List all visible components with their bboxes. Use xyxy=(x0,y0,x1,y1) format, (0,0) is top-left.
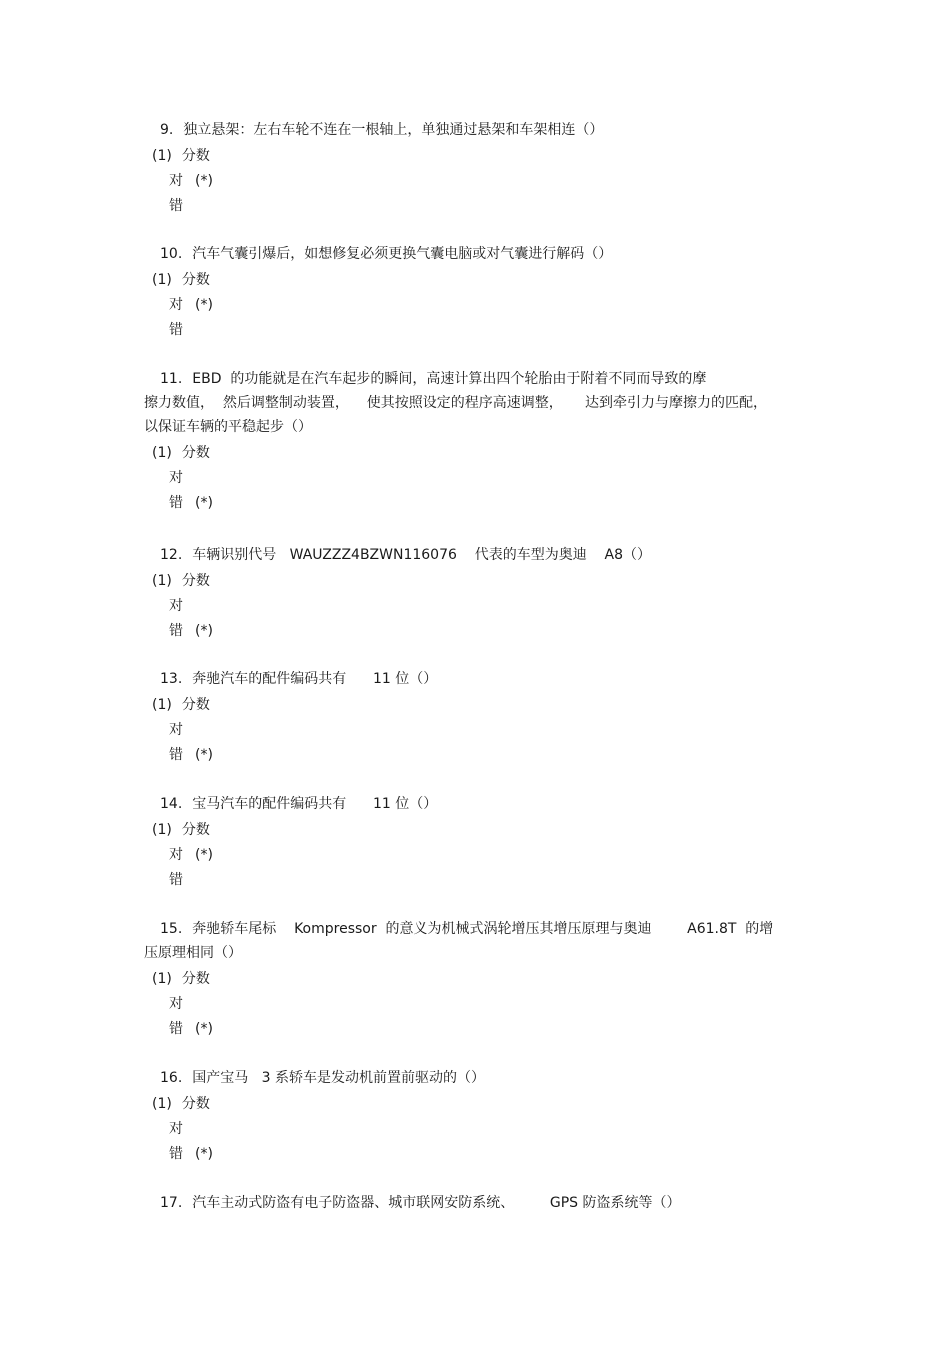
answer-option-label: 对 xyxy=(169,996,183,1012)
answer-option-label: 错 xyxy=(169,747,183,763)
score-line xyxy=(144,967,814,992)
question-number: 9. xyxy=(160,122,174,138)
question-text: EBD 的功能就是在汽车起步的瞬间，高速计算出四个轮胎由于附着不同而导致的摩 xyxy=(192,371,707,387)
answer-option-label: 错 xyxy=(169,1021,183,1037)
score-index: (1) xyxy=(152,445,172,461)
question-item xyxy=(144,1066,814,1167)
question-text: 以保证车辆的平稳起步（） xyxy=(144,419,312,435)
answer-option[interactable] xyxy=(144,318,814,343)
question-text: 车辆识别代号 WAUZZZ4BZWN116076 代表的车型为奥迪 A8（） xyxy=(192,547,651,563)
question-text: 汽车主动式防盗有电子防盗器、城市联网安防系统、 GPS 防盗系统等（） xyxy=(192,1195,681,1211)
question-item xyxy=(144,242,814,343)
score-label: 分数 xyxy=(181,822,210,838)
question-text: 国产宝马 3 系轿车是发动机前置前驱动的（） xyxy=(192,1070,485,1086)
question-number: 10. xyxy=(160,246,183,262)
correct-answer-mark: (*) xyxy=(195,1146,213,1162)
score-line xyxy=(144,569,814,594)
answer-option-label: 错 xyxy=(169,1146,183,1162)
answer-option-label: 对 xyxy=(169,470,183,486)
question-text-line xyxy=(144,391,814,415)
question-item xyxy=(144,1191,814,1215)
question-item xyxy=(144,792,814,893)
correct-answer-mark: (*) xyxy=(195,495,213,511)
score-label: 分数 xyxy=(181,1096,210,1112)
question-text-line xyxy=(144,917,814,941)
question-number: 14. xyxy=(160,796,183,812)
question-text-line xyxy=(144,543,814,567)
answer-option-label: 错 xyxy=(169,872,183,888)
answer-option-label: 错 xyxy=(169,198,183,214)
score-label: 分数 xyxy=(181,445,210,461)
answer-option[interactable] xyxy=(144,1017,814,1042)
answer-option-label: 对 xyxy=(169,297,183,313)
answer-option[interactable] xyxy=(144,843,814,868)
question-text: 奔驰汽车的配件编码共有 11 位（） xyxy=(192,671,438,687)
score-label: 分数 xyxy=(181,148,210,164)
question-text-line xyxy=(144,242,814,266)
answer-option-label: 对 xyxy=(169,1121,183,1137)
answer-option-label: 对 xyxy=(169,598,183,614)
answer-option[interactable] xyxy=(144,1142,814,1167)
question-item xyxy=(144,667,814,768)
score-label: 分数 xyxy=(181,697,210,713)
question-text-line xyxy=(144,1191,814,1215)
score-line xyxy=(144,268,814,293)
correct-answer-mark: (*) xyxy=(195,623,213,639)
question-text-line xyxy=(144,1066,814,1090)
answer-option[interactable] xyxy=(144,194,814,219)
question-text-line xyxy=(144,415,814,439)
score-label: 分数 xyxy=(181,573,210,589)
question-item xyxy=(144,543,814,644)
score-line xyxy=(144,441,814,466)
score-line xyxy=(144,144,814,169)
score-line xyxy=(144,1092,814,1117)
score-index: (1) xyxy=(152,822,172,838)
answer-option[interactable] xyxy=(144,1117,814,1142)
answer-option-label: 对 xyxy=(169,847,183,863)
answer-option-label: 错 xyxy=(169,623,183,639)
question-number: 15. xyxy=(160,921,183,937)
correct-answer-mark: (*) xyxy=(195,847,213,863)
score-index: (1) xyxy=(152,971,172,987)
score-label: 分数 xyxy=(181,272,210,288)
answer-option[interactable] xyxy=(144,868,814,893)
answer-option-label: 错 xyxy=(169,495,183,511)
question-text-line xyxy=(144,667,814,691)
question-text-line xyxy=(144,941,814,965)
answer-option[interactable] xyxy=(144,992,814,1017)
question-text: 宝马汽车的配件编码共有 11 位（） xyxy=(192,796,438,812)
question-text: 奔驰轿车尾标 Kompressor 的意义为机械式涡轮增压其增压原理与奥迪 A61.8T 的增 xyxy=(192,921,774,937)
score-index: (1) xyxy=(152,272,172,288)
question-number: 16. xyxy=(160,1070,183,1086)
score-line xyxy=(144,818,814,843)
question-item xyxy=(144,367,814,516)
question-text: 汽车气囊引爆后，如想修复必须更换气囊电脑或对气囊进行解码（） xyxy=(192,246,613,262)
question-text: 独立悬架：左右车轮不连在一根轴上，单独通过悬架和车架相连（） xyxy=(183,122,604,138)
question-number: 12. xyxy=(160,547,183,563)
answer-option-label: 错 xyxy=(169,322,183,338)
score-index: (1) xyxy=(152,1096,172,1112)
question-text-line xyxy=(144,118,814,142)
correct-answer-mark: (*) xyxy=(195,1021,213,1037)
question-item xyxy=(144,917,814,1042)
question-text: 压原理相同（） xyxy=(144,945,242,961)
answer-option[interactable] xyxy=(144,619,814,644)
question-number: 13. xyxy=(160,671,183,687)
score-line xyxy=(144,693,814,718)
question-text-line xyxy=(144,367,814,391)
answer-option[interactable] xyxy=(144,594,814,619)
score-label: 分数 xyxy=(181,971,210,987)
score-index: (1) xyxy=(152,148,172,164)
answer-option[interactable] xyxy=(144,293,814,318)
question-number: 11. xyxy=(160,371,183,387)
question-text: 擦力数值， 然后调整制动装置， 使其按照设定的程序高速调整， 达到牵引力与摩擦力的匹配， xyxy=(144,395,767,411)
question-item xyxy=(144,118,814,219)
answer-option[interactable] xyxy=(144,169,814,194)
answer-option[interactable] xyxy=(144,491,814,516)
answer-option-label: 对 xyxy=(169,173,183,189)
correct-answer-mark: (*) xyxy=(195,747,213,763)
score-index: (1) xyxy=(152,573,172,589)
answer-option[interactable] xyxy=(144,743,814,768)
score-index: (1) xyxy=(152,697,172,713)
answer-option[interactable] xyxy=(144,466,814,491)
question-number: 17. xyxy=(160,1195,183,1211)
answer-option[interactable] xyxy=(144,718,814,743)
answer-option-label: 对 xyxy=(169,722,183,738)
correct-answer-mark: (*) xyxy=(195,297,213,313)
correct-answer-mark: (*) xyxy=(195,173,213,189)
question-text-line xyxy=(144,792,814,816)
